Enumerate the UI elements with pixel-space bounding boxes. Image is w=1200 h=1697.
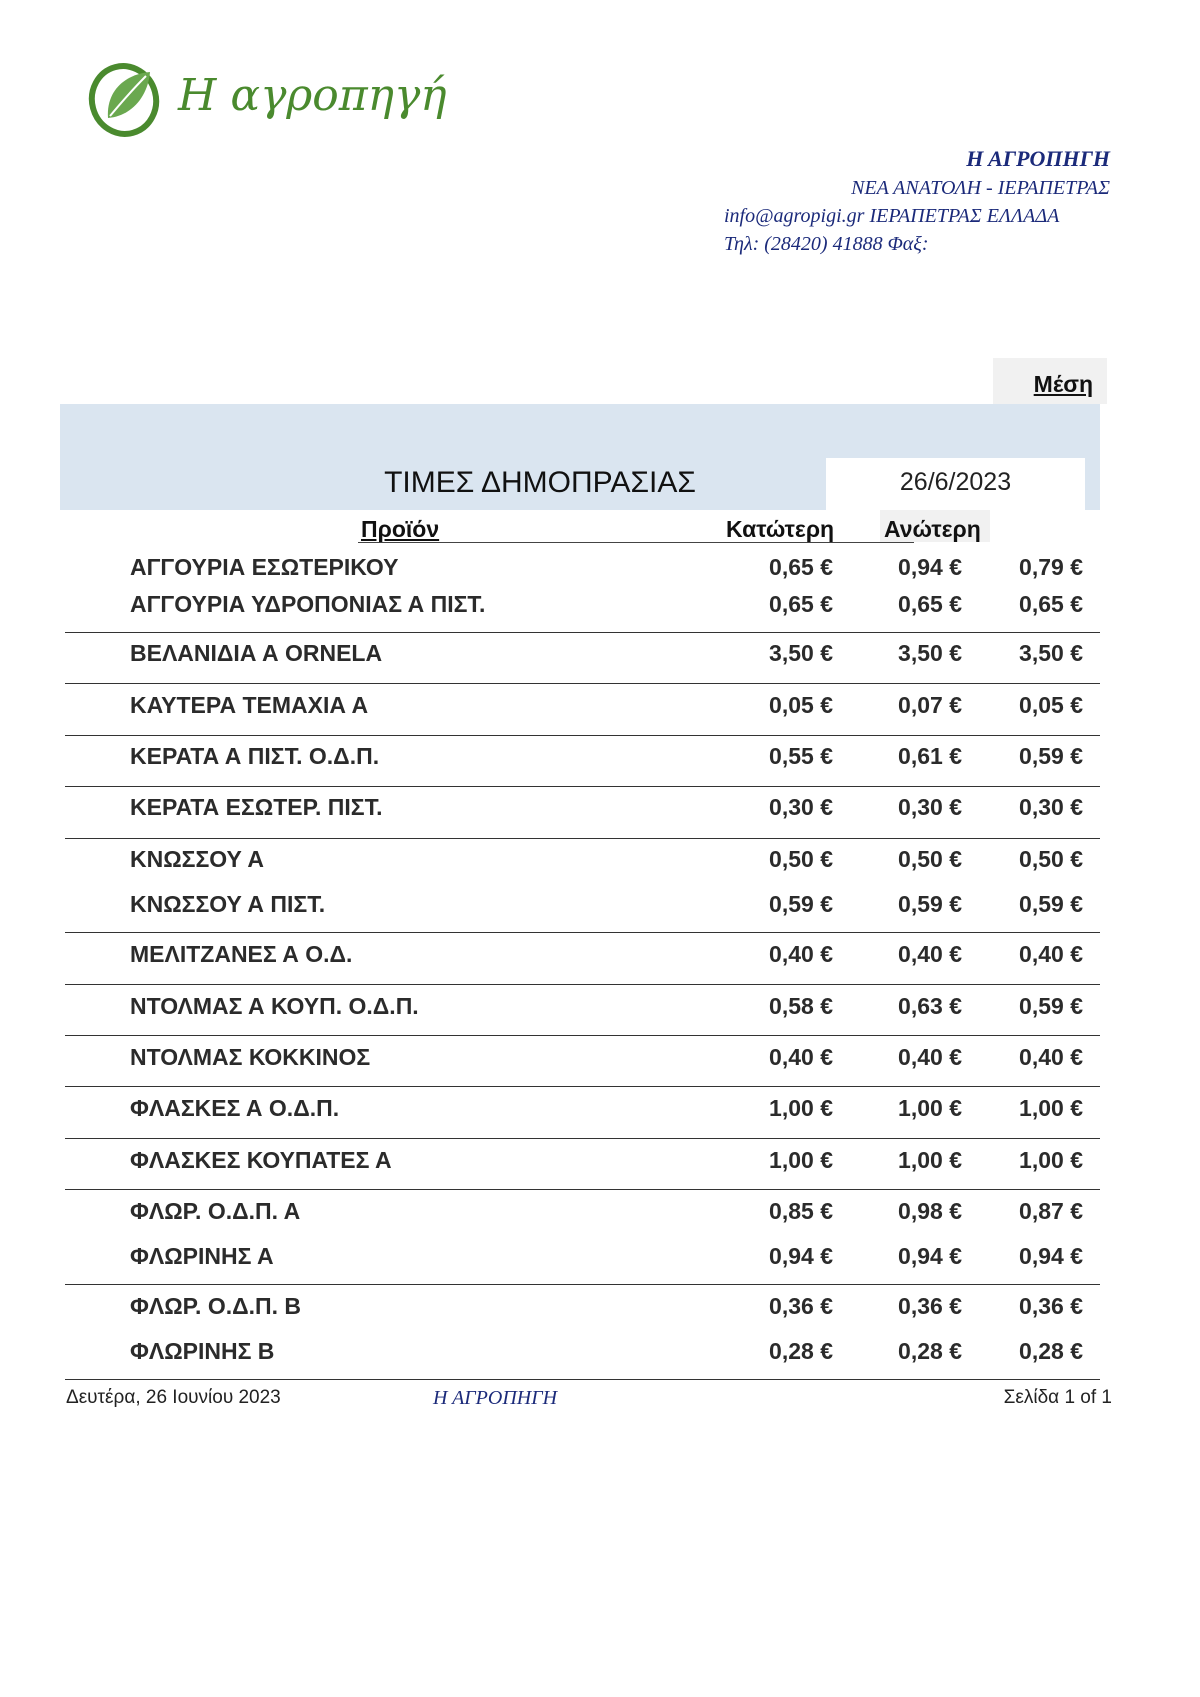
table-row bbox=[0, 842, 1200, 876]
price-high: 0,28 € bbox=[898, 1338, 962, 1364]
company-address: ΝΕΑ ΑΝΑΤΟΛΗ - ΙΕΡΑΠΕΤΡΑΣ bbox=[851, 177, 1110, 199]
price-high: 0,30 € bbox=[898, 794, 962, 820]
price-avg: 1,00 € bbox=[1019, 1147, 1083, 1173]
price-high: 0,40 € bbox=[898, 1044, 962, 1070]
price-high: 1,00 € bbox=[898, 1147, 962, 1173]
price-high: 0,98 € bbox=[898, 1198, 962, 1224]
group-separator bbox=[65, 1035, 1100, 1036]
product-name: ΦΛΑΣΚΕΣ ΚΟΥΠΑΤΕΣ Α bbox=[130, 1147, 392, 1173]
price-avg: 0,79 € bbox=[1019, 554, 1083, 580]
price-avg: 0,36 € bbox=[1019, 1293, 1083, 1319]
product-name: ΦΛΩΡΙΝΗΣ Β bbox=[130, 1338, 275, 1364]
price-avg: 0,40 € bbox=[1019, 1044, 1083, 1070]
group-separator bbox=[65, 1189, 1100, 1190]
price-avg: 0,59 € bbox=[1019, 891, 1083, 917]
price-high: 0,94 € bbox=[898, 554, 962, 580]
report-date: 26/6/2023 bbox=[899, 468, 1012, 496]
price-low: 0,40 € bbox=[769, 941, 833, 967]
header-underline bbox=[358, 542, 914, 543]
table-row bbox=[0, 587, 1200, 621]
product-name: ΚΑΥΤΕΡΑ ΤΕΜΑΧΙΑ Α bbox=[130, 692, 369, 718]
table-row bbox=[0, 739, 1200, 773]
price-low: 0,85 € bbox=[769, 1198, 833, 1224]
table-bottom-line bbox=[65, 1379, 1100, 1380]
price-low: 0,28 € bbox=[769, 1338, 833, 1364]
price-low: 0,55 € bbox=[769, 743, 833, 769]
product-name: ΝΤΟΛΜΑΣ Α ΚΟΥΠ. Ο.Δ.Π. bbox=[130, 993, 419, 1019]
table-row bbox=[0, 937, 1200, 971]
company-logo bbox=[86, 56, 447, 146]
leaf-icon bbox=[86, 60, 166, 140]
column-header-product: Προϊόν bbox=[361, 516, 440, 542]
table-row bbox=[0, 989, 1200, 1023]
price-high: 0,65 € bbox=[898, 591, 962, 617]
table-row bbox=[0, 1194, 1200, 1228]
company-email-line: info@agropigi.gr ΙΕΡΑΠΕΤΡΑΣ ΕΛΛΑΔΑ bbox=[724, 205, 1060, 227]
column-header-low: Κατώτερη bbox=[726, 516, 835, 542]
group-separator bbox=[65, 838, 1100, 839]
product-name: ΦΛΩΡΙΝΗΣ Α bbox=[130, 1243, 274, 1269]
table-row bbox=[0, 1289, 1200, 1323]
price-avg: 0,87 € bbox=[1019, 1198, 1083, 1224]
group-separator bbox=[65, 932, 1100, 933]
product-name: ΝΤΟΛΜΑΣ ΚΟΚΚΙΝΟΣ bbox=[130, 1044, 371, 1070]
group-separator bbox=[65, 1284, 1100, 1285]
price-avg: 0,50 € bbox=[1019, 846, 1083, 872]
product-name: ΚΝΩΣΣΟΥ Α bbox=[130, 846, 265, 872]
group-separator bbox=[65, 1086, 1100, 1087]
price-low: 0,05 € bbox=[769, 692, 833, 718]
group-separator bbox=[65, 786, 1100, 787]
price-avg: 0,59 € bbox=[1019, 993, 1083, 1019]
company-phone-line: Τηλ: (28420) 41888 Φαξ: bbox=[724, 233, 929, 255]
price-low: 1,00 € bbox=[769, 1095, 833, 1121]
company-name: Η ΑΓΡΟΠΗΓΗ bbox=[966, 146, 1110, 171]
price-low: 0,36 € bbox=[769, 1293, 833, 1319]
price-high: 0,36 € bbox=[898, 1293, 962, 1319]
column-header-avg: Μέση bbox=[1033, 371, 1093, 397]
price-avg: 0,28 € bbox=[1019, 1338, 1083, 1364]
price-low: 3,50 € bbox=[769, 640, 833, 666]
table-row bbox=[0, 688, 1200, 722]
price-avg: 3,50 € bbox=[1019, 640, 1083, 666]
price-avg: 0,30 € bbox=[1019, 794, 1083, 820]
group-separator bbox=[65, 984, 1100, 985]
product-name: ΦΛΩΡ. Ο.Δ.Π. Α bbox=[130, 1198, 301, 1224]
column-header-high: Ανώτερη bbox=[884, 516, 981, 542]
product-name: ΒΕΛΑΝΙΔΙΑ Α ORNELA bbox=[130, 640, 383, 666]
price-low: 0,65 € bbox=[769, 591, 833, 617]
price-avg: 0,65 € bbox=[1019, 591, 1083, 617]
product-name: ΦΛΩΡ. Ο.Δ.Π. Β bbox=[130, 1293, 302, 1319]
footer-company: Η ΑΓΡΟΠΗΓΗ bbox=[433, 1387, 558, 1409]
price-avg: 0,05 € bbox=[1019, 692, 1083, 718]
product-name: ΚΝΩΣΣΟΥ Α ΠΙΣΤ. bbox=[130, 891, 326, 917]
table-row bbox=[0, 550, 1200, 584]
group-separator bbox=[65, 632, 1100, 633]
price-high: 0,50 € bbox=[898, 846, 962, 872]
price-low: 0,59 € bbox=[769, 891, 833, 917]
price-high: 0,40 € bbox=[898, 941, 962, 967]
price-high: 1,00 € bbox=[898, 1095, 962, 1121]
price-avg: 0,94 € bbox=[1019, 1243, 1083, 1269]
price-high: 0,07 € bbox=[898, 692, 962, 718]
price-low: 0,50 € bbox=[769, 846, 833, 872]
group-separator bbox=[65, 1138, 1100, 1139]
product-name: ΑΓΓΟΥΡΙΑ ΥΔΡΟΠΟΝΙΑΣ Α ΠΙΣΤ. bbox=[130, 591, 486, 617]
table-row bbox=[0, 1334, 1200, 1368]
product-name: ΑΓΓΟΥΡΙΑ ΕΣΩΤΕΡΙΚΟΥ bbox=[130, 554, 399, 580]
table-row bbox=[0, 1143, 1200, 1177]
table-row bbox=[0, 1239, 1200, 1273]
price-low: 0,40 € bbox=[769, 1044, 833, 1070]
table-row bbox=[0, 1091, 1200, 1125]
product-name: ΚΕΡΑΤΑ ΕΣΩΤΕΡ. ΠΙΣΤ. bbox=[130, 794, 383, 820]
price-low: 0,94 € bbox=[769, 1243, 833, 1269]
price-high: 0,94 € bbox=[898, 1243, 962, 1269]
logo-text: Η αγροπηγή bbox=[178, 70, 447, 121]
price-avg: 0,59 € bbox=[1019, 743, 1083, 769]
price-low: 1,00 € bbox=[769, 1147, 833, 1173]
table-row bbox=[0, 1040, 1200, 1074]
price-low: 0,58 € bbox=[769, 993, 833, 1019]
price-high: 0,63 € bbox=[898, 993, 962, 1019]
group-separator bbox=[65, 735, 1100, 736]
price-high: 0,61 € bbox=[898, 743, 962, 769]
table-row bbox=[0, 636, 1200, 670]
footer-page-number: Σελίδα 1 of 1 bbox=[1003, 1387, 1112, 1408]
product-name: ΚΕΡΑΤΑ Α ΠΙΣΤ. Ο.Δ.Π. bbox=[130, 743, 380, 769]
price-low: 0,65 € bbox=[769, 554, 833, 580]
table-row bbox=[0, 887, 1200, 921]
price-high: 0,59 € bbox=[898, 891, 962, 917]
price-avg: 1,00 € bbox=[1019, 1095, 1083, 1121]
price-avg: 0,40 € bbox=[1019, 941, 1083, 967]
group-separator bbox=[65, 683, 1100, 684]
price-high: 3,50 € bbox=[898, 640, 962, 666]
price-low: 0,30 € bbox=[769, 794, 833, 820]
report-title: ΤΙΜΕΣ ΔΗΜΟΠΡΑΣΙΑΣ bbox=[384, 466, 696, 499]
table-row bbox=[0, 790, 1200, 824]
footer-date: Δευτέρα, 26 Ιουνίου 2023 bbox=[66, 1387, 281, 1408]
product-name: ΜΕΛΙΤΖΑΝΕΣ Α Ο.Δ. bbox=[130, 941, 353, 967]
product-name: ΦΛΑΣΚΕΣ Α Ο.Δ.Π. bbox=[130, 1095, 340, 1121]
